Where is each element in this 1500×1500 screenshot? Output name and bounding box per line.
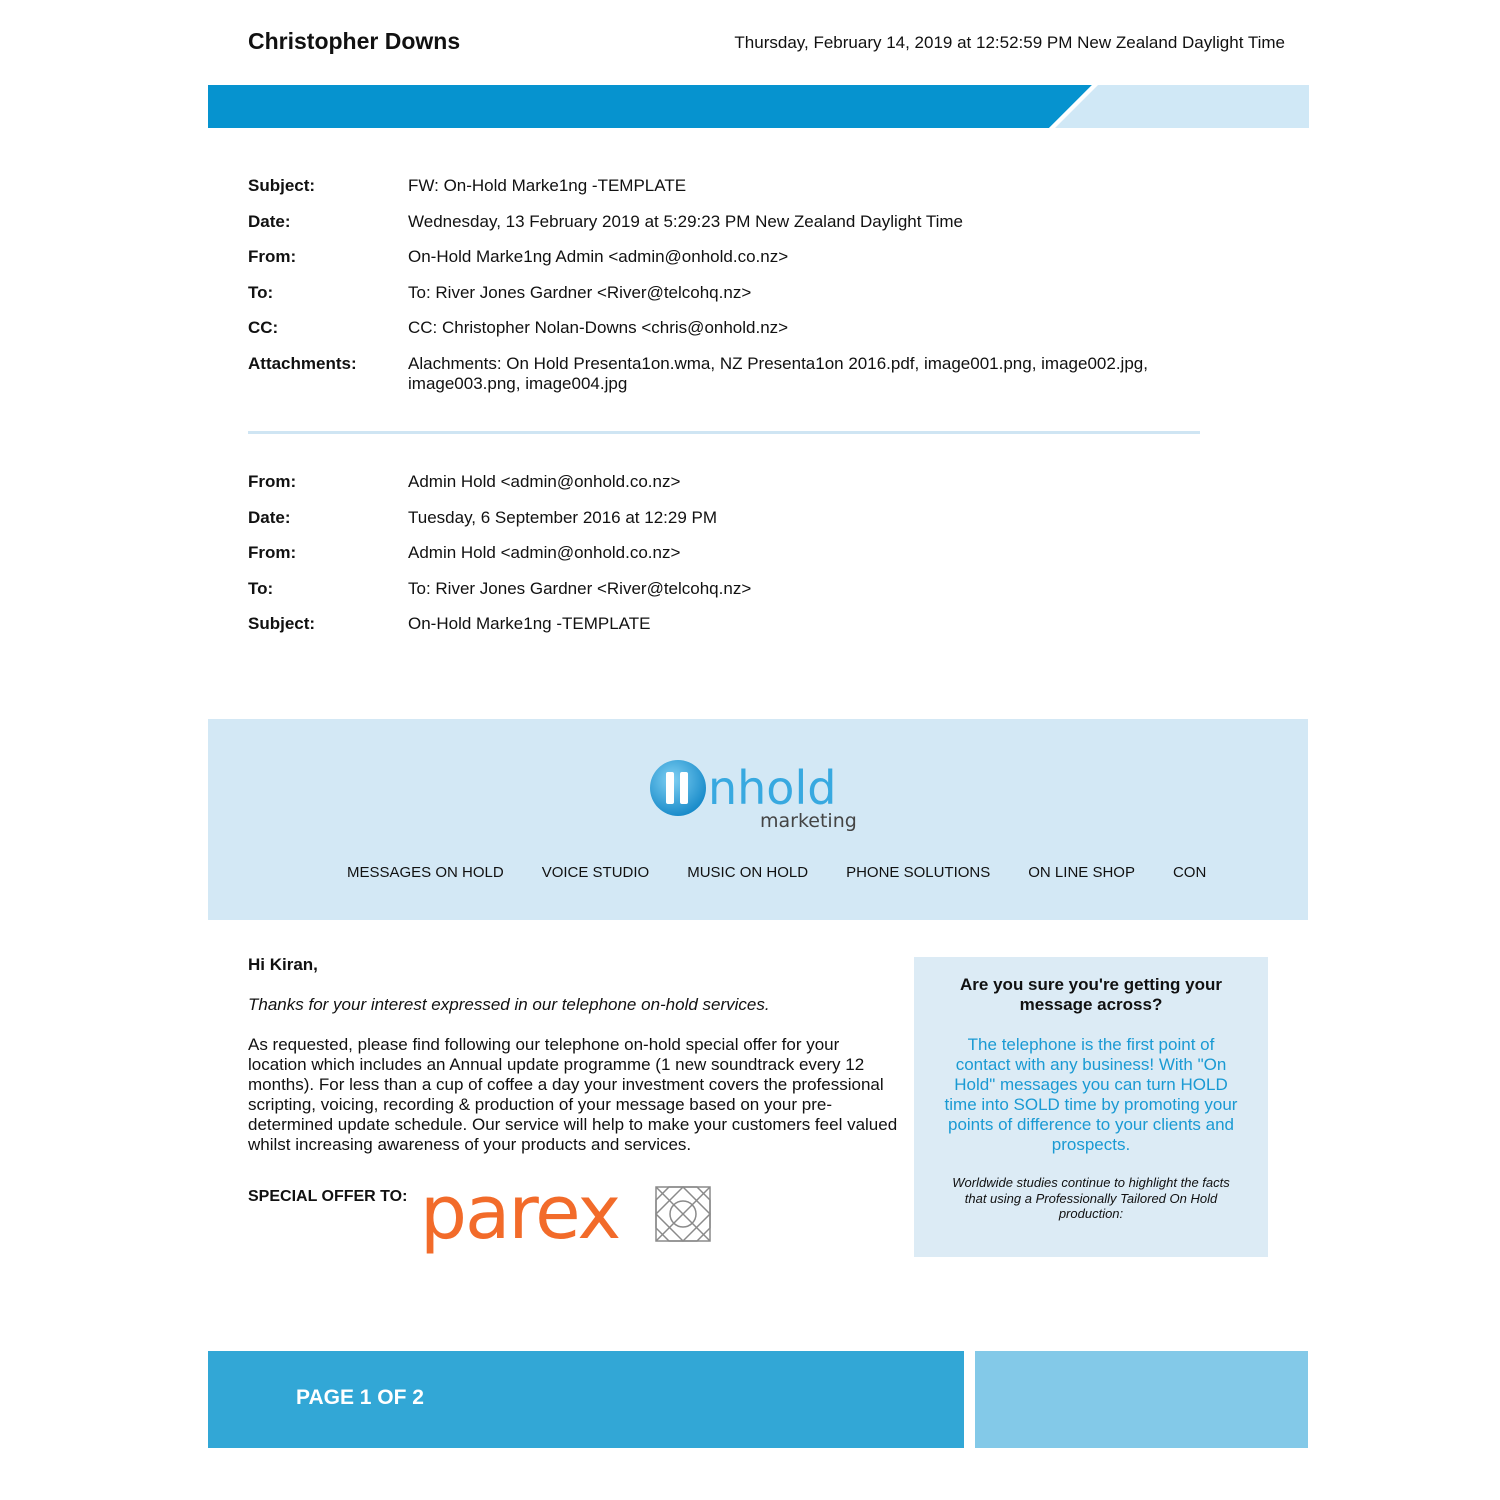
- nav-item-voice-studio[interactable]: VOICE STUDIO: [541, 864, 650, 881]
- header-label: Attachments:: [248, 353, 357, 373]
- newsletter-nav: [347, 864, 1244, 886]
- logo-wordmark: nhold: [708, 761, 837, 815]
- header-value: To: River Jones Gardner <River@telcohq.nz>: [408, 578, 752, 598]
- header-value: FW: On-Hold Marke1ng -TEMPLATE: [408, 176, 687, 195]
- nav-item-music-on-hold[interactable]: MUSIC ON HOLD: [687, 864, 809, 881]
- footer-side-block: [975, 1351, 1308, 1448]
- header-value: Alachments: On Hold Presenta1on.wma, NZ Presenta1on 2016.pdf, image001.png, image002.jpg, image003.png, image004.jpg: [408, 353, 1148, 393]
- document-author: Christopher Downs: [248, 28, 461, 54]
- header-value: On-Hold Marke1ng Admin <admin@onhold.co.nz>: [408, 247, 789, 266]
- header-label: From:: [248, 247, 297, 266]
- header-value: Admin Hold <admin@onhold.co.nz>: [408, 543, 681, 562]
- onhold-marketing-logo[interactable]: [648, 756, 878, 836]
- sidebar-title: Are you sure you're getting your message across?: [960, 975, 1222, 1014]
- section-divider: [248, 431, 1200, 434]
- header-label: Subject:: [248, 614, 316, 633]
- header-row-date: [248, 508, 1208, 544]
- parex-emblem-icon: [656, 1187, 710, 1241]
- logo-orb-icon: [650, 760, 706, 816]
- header-row-subject: [248, 614, 1208, 650]
- header-row-from: [248, 543, 1208, 579]
- header-value: On-Hold Marke1ng -TEMPLATE: [408, 614, 651, 633]
- header-row-from: [248, 472, 1208, 508]
- header-value: Wednesday, 13 February 2019 at 5:29:23 PM New Zealand Daylight Time: [408, 211, 964, 231]
- nav-item-contact[interactable]: CON: [1172, 864, 1207, 881]
- thanks-line: Thanks for your interest expressed in our telephone on-hold services.: [248, 995, 770, 1014]
- offer-paragraph: As requested, please find following our telephone on-hold special offer for your location which includes an Annual update programme (1 new soundtrack every 12 months). For less than a cup of coffee a day your investment covers the professional scripting, voicing, recording & production of your message based on your pre-determined update schedule. Our service will help to make your customers feel valued whilst increasing awareness of your products and services.: [248, 1035, 898, 1154]
- header-label: Date:: [248, 507, 291, 527]
- header-label: Date:: [248, 211, 291, 231]
- header-row-to: [248, 579, 1208, 615]
- header-value: To: River Jones Gardner <River@telcohq.nz>: [408, 282, 752, 302]
- nav-item-phone-solutions[interactable]: PHONE SOLUTIONS: [846, 864, 991, 881]
- header-value: Tuesday, 6 September 2016 at 12:29 PM: [408, 507, 718, 527]
- parex-logo: [420, 1178, 720, 1264]
- header-banner: [208, 85, 1309, 128]
- sidebar-callout: [914, 957, 1268, 1257]
- header-row-date: [248, 212, 1208, 248]
- greeting: Hi Kiran,: [248, 955, 318, 974]
- sidebar-highlight-text: The telephone is the first point of contact with any business! With "On Hold" messages you can turn HOLD time into SOLD time by promoting your points of difference to your clients and prospects.: [944, 1035, 1238, 1154]
- header-label: Subject:: [248, 176, 316, 195]
- header-value: Admin Hold <admin@onhold.co.nz>: [408, 472, 681, 491]
- header-row-to: [248, 283, 1208, 319]
- header-label: CC:: [248, 318, 279, 337]
- header-row-subject: [248, 176, 1208, 212]
- forwarded-email-header: [248, 176, 1208, 394]
- header-row-cc: [248, 318, 1208, 354]
- special-offer-label: SPECIAL OFFER TO:: [248, 1188, 408, 1205]
- header-row-attachments: [248, 354, 1208, 394]
- original-email-header: [248, 472, 1208, 650]
- header-value: CC: Christopher Nolan-Downs <chris@onhold.nz>: [408, 318, 789, 337]
- sidebar-note: Worldwide studies continue to highlight the facts that using a Professionally Tailored On Hold production:: [952, 1175, 1230, 1221]
- header-row-from: [248, 247, 1208, 283]
- header-label: To:: [248, 282, 274, 302]
- header-label: From:: [248, 472, 297, 491]
- nav-item-messages-on-hold[interactable]: MESSAGES ON HOLD: [347, 864, 504, 881]
- nav-item-online-shop[interactable]: ON LINE SHOP: [1028, 864, 1135, 881]
- header-label: From:: [248, 543, 297, 562]
- parex-wordmark: parex: [420, 1178, 620, 1256]
- printed-date: Thursday, February 14, 2019 at 12:52:59 PM New Zealand Daylight Time: [734, 33, 1285, 52]
- logo-subtitle: marketing: [760, 810, 857, 832]
- header-label: To:: [248, 578, 274, 598]
- page-indicator: PAGE 1 OF 2: [296, 1386, 424, 1409]
